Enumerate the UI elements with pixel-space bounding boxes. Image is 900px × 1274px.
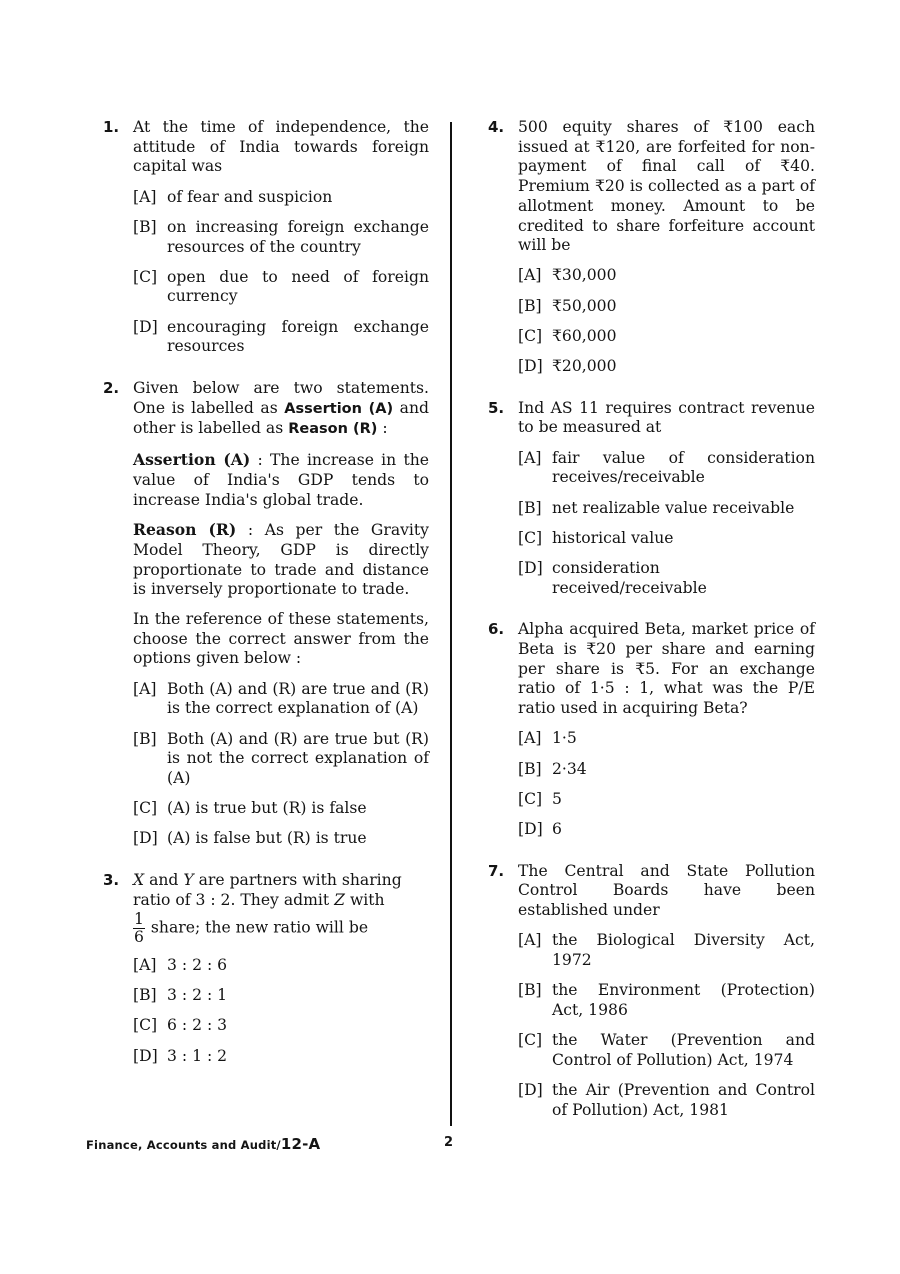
question-stem [133, 379, 429, 440]
option-label: [A] [518, 266, 542, 285]
question-4 [488, 118, 815, 377]
assertion-statement [133, 450, 429, 510]
option-text: the Water (Prevention and Control of Pollution) Act, 1974 [552, 1031, 815, 1069]
option-a[interactable] [133, 680, 429, 719]
option-b[interactable] [133, 986, 429, 1006]
option-label: [A] [133, 187, 157, 206]
assertion-tag: Assertion (A) [284, 400, 394, 417]
option-text: on increasing foreign exchange resources of the country [167, 217, 429, 256]
option-label: [C] [133, 1016, 158, 1035]
option-c[interactable] [518, 327, 815, 347]
option-b[interactable] [518, 760, 815, 780]
option-text: 2·34 [552, 759, 587, 778]
instruction-text: In the reference of these statements, choose the correct answer from the options given below : [133, 610, 429, 668]
option-label: [C] [518, 789, 543, 808]
option-a[interactable] [518, 449, 815, 488]
option-text: ₹20,000 [552, 357, 617, 376]
option-c[interactable] [518, 1031, 815, 1070]
option-a[interactable] [133, 956, 429, 976]
option-a[interactable] [518, 729, 815, 749]
stem-text: Given below are two statements. One is labelled as [133, 379, 429, 417]
option-label: [A] [518, 729, 542, 748]
option-label: [C] [518, 326, 543, 345]
option-label: [C] [518, 1031, 543, 1050]
option-d[interactable] [518, 820, 815, 840]
option-c[interactable] [133, 268, 429, 307]
option-label: [D] [133, 1046, 158, 1065]
option-text: open due to need of foreign currency [167, 267, 429, 306]
option-label: [D] [133, 829, 158, 848]
option-text: (A) is false but (R) is true [167, 829, 367, 848]
option-label: [D] [518, 819, 543, 838]
option-c[interactable] [518, 790, 815, 810]
option-list [518, 729, 815, 839]
question-number: 6. [488, 620, 505, 639]
question-stem: 500 equity shares of ₹100 each issued at ₹120, are forfeited for non-payment of final call of ₹40. Premium ₹20 is collected as a part of allotment money. Amount to be credited to share forfeiture account will be [518, 118, 815, 255]
option-d[interactable] [133, 829, 429, 849]
option-label: [C] [518, 528, 543, 547]
option-label: [D] [518, 1081, 543, 1100]
option-text: ₹50,000 [552, 296, 617, 315]
option-b[interactable] [133, 730, 429, 789]
option-text: Both (A) and (R) are true but (R) is not the correct explanation of (A) [167, 729, 429, 787]
left-column [103, 118, 429, 1066]
option-text: 3 : 1 : 2 [167, 1046, 228, 1065]
option-text: ₹30,000 [552, 266, 617, 285]
option-text: 1·5 [552, 729, 577, 748]
option-text: fair value of consideration receives/receivable [552, 448, 815, 487]
column-divider [450, 122, 452, 1126]
question-3 [103, 871, 429, 1066]
stem-text: and other is labelled as [133, 398, 429, 438]
option-text: 3 : 2 : 6 [167, 956, 228, 974]
right-column [488, 118, 815, 1120]
option-label: [D] [133, 317, 158, 336]
stem-text: : [382, 419, 388, 438]
footer-subject-text: Finance, Accounts and Audit/ [86, 1138, 281, 1152]
option-label: [A] [518, 931, 542, 950]
var-z: Z [334, 890, 345, 909]
option-b[interactable] [133, 218, 429, 257]
question-1 [103, 118, 429, 357]
option-text: the Air (Prevention and Control of Pollution) Act, 1981 [552, 1081, 815, 1119]
question-number: 5. [488, 398, 505, 417]
option-list [518, 931, 815, 1120]
option-text: of fear and suspicion [167, 187, 333, 206]
option-text: net realizable value receivable [552, 498, 795, 517]
option-text: 6 [552, 819, 562, 838]
stem-text: and [149, 871, 179, 890]
question-number: 3. [103, 871, 120, 890]
option-text: 6 : 2 : 3 [167, 1016, 228, 1035]
option-text: historical value [552, 528, 674, 547]
option-list [518, 266, 815, 376]
question-7 [488, 862, 815, 1121]
question-number: 2. [103, 379, 120, 398]
reason-statement [133, 520, 429, 600]
option-text: the Environment (Protection) Act, 1986 [552, 981, 815, 1019]
option-label: [D] [518, 357, 543, 376]
option-c[interactable] [518, 529, 815, 549]
option-d[interactable] [518, 1081, 815, 1120]
option-list [133, 956, 429, 1066]
option-list [133, 680, 429, 849]
option-label: [C] [133, 799, 158, 818]
stem-text: share; the new ratio will be [150, 918, 369, 936]
option-d[interactable] [518, 357, 815, 377]
option-b[interactable] [518, 297, 815, 317]
fraction [133, 911, 145, 946]
option-label: [B] [133, 217, 157, 236]
question-stem: Ind AS 11 requires contract revenue to be measured at [518, 398, 815, 437]
option-text: 5 [552, 789, 562, 808]
option-a[interactable] [518, 266, 815, 286]
option-text: (A) is true but (R) is false [167, 799, 367, 818]
option-label: [C] [133, 267, 158, 286]
option-text: ₹60,000 [552, 326, 617, 345]
assertion-text: : The increase in the value of India's GDP tends to increase India's global trade. [133, 451, 429, 509]
question-6 [488, 620, 815, 839]
option-label: [B] [133, 729, 157, 748]
option-a[interactable] [518, 931, 815, 970]
option-text: Both (A) and (R) are true and (R) is the correct explanation of (A) [167, 679, 429, 718]
question-stem [133, 871, 429, 945]
reason-tag: Reason (R) [288, 421, 378, 438]
stem-text: with [349, 890, 385, 909]
question-number: 4. [488, 118, 505, 136]
fraction-denominator: 6 [134, 927, 144, 946]
fraction-numerator: 1 [134, 909, 144, 928]
option-list [133, 188, 429, 357]
question-number: 7. [488, 861, 505, 880]
option-text: 3 : 2 : 1 [167, 986, 228, 1005]
var-x: X [133, 871, 145, 890]
question-5 [488, 399, 815, 599]
option-list [518, 449, 815, 599]
option-c[interactable] [133, 799, 429, 819]
option-text: encouraging foreign exchange resources [167, 317, 429, 356]
option-label: [B] [133, 986, 157, 1005]
reason-text: : As per the Gravity Model Theory, GDP is directly proportionate to trade and distance is inversely proportionate to trade. [133, 521, 429, 599]
stem-text: are partners with sharing ratio of 3 : 2. They admit [133, 871, 402, 909]
option-b[interactable] [518, 499, 815, 519]
question-stem: Alpha acquired Beta, market price of Beta is ₹20 per share and earning per share is ₹5. For an exchange ratio of 1·5 : 1, what was the P/E ratio used in acquiring Beta? [518, 620, 815, 718]
assertion-label: Assertion (A) [133, 450, 251, 470]
option-text: the Biological Diversity Act, 1972 [552, 931, 815, 969]
option-c[interactable] [133, 1016, 429, 1036]
option-label: [B] [518, 981, 542, 1000]
option-b[interactable] [518, 981, 815, 1020]
question-2 [103, 379, 429, 849]
option-d[interactable] [518, 559, 815, 598]
option-label: [D] [518, 558, 543, 577]
footer-paper-code: 12-A [280, 1135, 321, 1153]
option-label: [A] [518, 448, 542, 467]
option-label: [B] [518, 759, 542, 778]
option-d[interactable] [133, 1047, 429, 1067]
var-y: Y [183, 871, 194, 890]
option-label: [B] [518, 498, 542, 517]
option-label: [B] [518, 296, 542, 315]
question-number: 1. [103, 118, 120, 136]
option-a[interactable] [133, 188, 429, 208]
question-stem: At the time of independence, the attitude of India towards foreign capital was [133, 118, 429, 176]
option-label: [A] [133, 956, 157, 974]
reason-label: Reason (R) [133, 520, 237, 540]
option-label: [A] [133, 679, 157, 698]
option-d[interactable] [133, 318, 429, 357]
footer-subject [86, 1135, 320, 1153]
page-number: 2 [444, 1135, 454, 1150]
question-stem: The Central and State Pollution Control Boards have been established under [518, 861, 815, 920]
option-text: consideration received/receivable [552, 558, 707, 597]
